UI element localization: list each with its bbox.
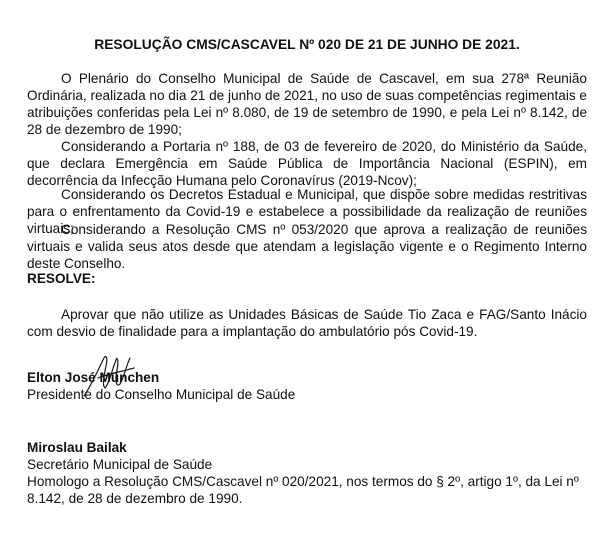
resolution-text: Aprovar que não utilize as Unidades Básicas de Saúde Tio Zaca e FAG/Santo Inácio com desvio de finalidade para a implantação do ambulatório pós Covid-19. [27, 307, 587, 339]
paragraph-resolucao-053: Considerando a Resolução CMS nº 053/2020 que aprova a realização de reuniões virtuais e valida seus atos desde que atendam a legislação vigente e o Regimento Interno deste Conselho. [27, 222, 587, 271]
paragraph-plenary: O Plenário do Conselho Municipal de Saúde de Cascavel, em sua 278ª Reunião Ordinária, realizada no dia 21 de junho de 2021, no uso de suas competências regimentais e atribuições conferidas pela Lei nº 8.080, de 19 de setembro de 1990, e pela Lei nº 8.142, de 28 de dezembro de 1990; [27, 71, 587, 137]
secretary-role: Secretário Municipal de Saúde [27, 457, 213, 472]
document-title: RESOLUÇÃO CMS/CASCAVEL Nº 020 DE 21 DE JUNHO DE 2021. [94, 37, 520, 52]
president-name: Elton José München [27, 370, 160, 385]
resolve-heading: RESOLVE: [27, 271, 96, 286]
signature-block-president [27, 369, 295, 403]
homologation-text: Homologo a Resolução CMS/Cascavel nº 020/2021, nos termos do § 2º, artigo 1º, da Lei nº 8.142, de 28 de dezembro de 1990. [27, 474, 579, 506]
secretary-name: Miroslau Bailak [27, 440, 127, 455]
president-role: Presidente do Conselho Municipal de Saúde [27, 387, 296, 402]
paragraph-portaria: Considerando a Portaria nº 188, de 03 de fevereiro de 2020, do Ministério da Saúde, que declara Emergência em Saúde Pública de Importância Nacional (ESPIN), em decorrência da Infecção Humana pelo Coronavírus (2019-Ncov); [27, 139, 587, 188]
paragraph-decretos: Considerando os Decretos Estadual e Municipal, que dispõe sobre medidas restritivas para o enfrentamento da Covid-19 e estabelece a possibilidade da realização de reuniões virtuais; [27, 187, 587, 236]
signature-block-secretary [27, 439, 587, 507]
